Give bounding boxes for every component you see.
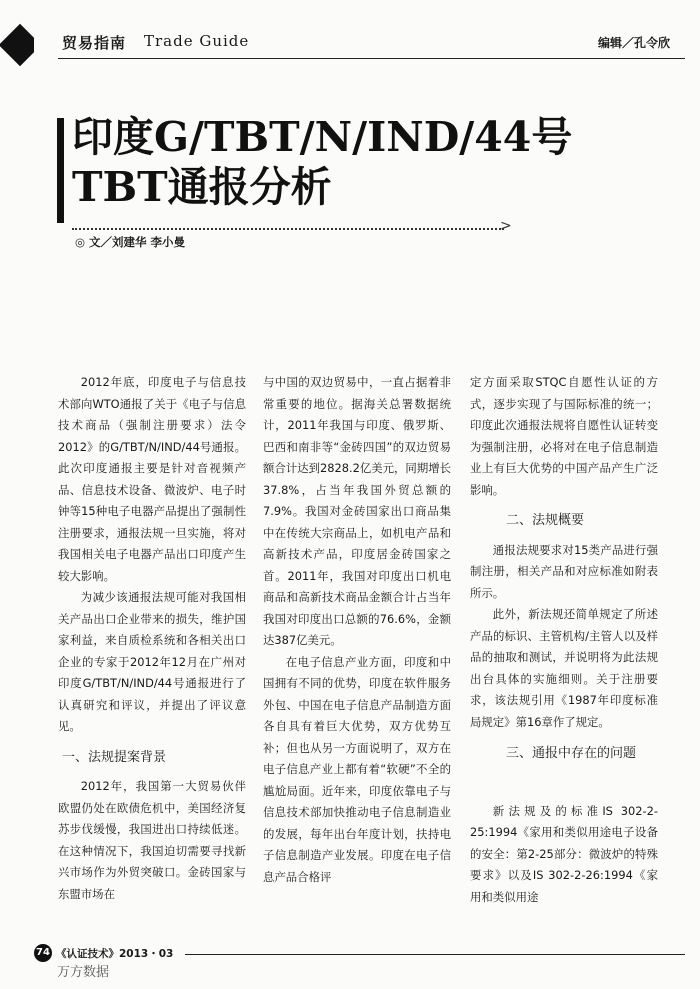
paragraph: 在电子信息产业方面，印度和中国拥有不同的优势，印度在软件服务外包、中国在电子信息产品制造方面各自具有着巨大优势，双方优势互补；但也从另一方面说明了，双方在电子信息产业上都有着“软硬”不全的尴尬局面。近年来，印度依靠电子与信息技术部加快推动电子信息制造业的发展，每年出台年度计划，扶持电子信息制造产业发展。印度在电子信息产品合格评 bbox=[263, 654, 451, 884]
paragraph: 此外，新法规还简单规定了所述产品的标识、主管机构/主管人以及样品的抽取和测试，并说明将为此法规出台具体的实施细则。关于注册要求，该法规引用《1987年印度标准局规定》第16章作了规定。 bbox=[470, 607, 658, 729]
author-byline: ◎ 文／刘建华 李小曼 bbox=[75, 235, 186, 249]
footer-rule bbox=[185, 954, 685, 955]
section-title-cn: 贸易指南 bbox=[62, 34, 127, 52]
header-rule bbox=[58, 58, 685, 59]
column-2 bbox=[263, 372, 451, 888]
section-title-en: Trade Guide bbox=[144, 32, 250, 50]
paragraph: 新法规及的标准IS 302-2-25:1994《家用和类似用途电子设备的安全：第2-25部分：微波炉的特殊要求》以及IS 302-2-26:1994《家用和类似用途 bbox=[470, 803, 658, 904]
journal-issue: 《认证技术》2013・03 bbox=[56, 948, 174, 960]
paragraph: 2012年，我国第一大贸易伙伴欧盟仍处在欧债危机中，美国经济复苏步伐缓慢，我国进出口持续低迷。在这种情况下，我国迫切需要寻找新兴市场作为外贸突破口。金砖国家与东盟市场在 bbox=[58, 779, 246, 901]
arrow-right-icon: > bbox=[500, 218, 512, 234]
column-1 bbox=[58, 372, 246, 905]
section-heading-1: 一、法规提案背景 bbox=[62, 749, 167, 765]
page-footer bbox=[0, 944, 700, 984]
title-line-2: TBT通报分析 bbox=[72, 163, 332, 211]
paragraph: 2012年底，印度电子与信息技术部向WTO通报了关于《电子与信息技术商品（强制注册要求）法令2012》的G/TBT/N/IND/44号通报。此次印度通报主要是针对音视频产品、信息技术设备、微波炉、电子时钟等15种电子电器产品提出了强制性注册要求，通报法规一旦实施，将对我国相关电子电器产品出口印度产生较大影响。 bbox=[58, 375, 246, 583]
paragraph: 与中国的双边贸易中，一直占据着非常重要的地位。据海关总署数据统计，2011年我国与印度、俄罗斯、巴西和南非等“金砖四国”的双边贸易额合计达到2828.2亿美元，同期增长37.8%，占当年我国外贸总额的7.9%。我国对金砖国家出口商品集中在传统大宗商品上，如机电产品和高新技术产品，印度居金砖国家之首。2011年，我国对印度出口机电商品和高新技术商品金额合计占当年我国对印度出口总额的76.6%，金额达387亿美元。 bbox=[263, 375, 451, 647]
title-dotted-rule bbox=[72, 228, 504, 230]
paragraph: 定方面采取STQC自愿性认证的方式，逐步实现了与国际标准的统一；印度此次通报法规将自愿性认证转变为强制注册，必将对在电子信息制造业上有巨大优势的中国产品产生广泛影响。 bbox=[470, 375, 658, 497]
column-3 bbox=[470, 372, 658, 908]
page-number: 74 bbox=[34, 944, 52, 962]
title-accent-bar bbox=[57, 118, 64, 223]
editor-credit: 编辑／孔令欣 bbox=[597, 36, 670, 50]
section-heading-2: 二、法规概要 bbox=[506, 513, 585, 528]
watermark-text: 万方数据 bbox=[57, 965, 110, 980]
section-heading-3: 三、通报中存在的问题 bbox=[506, 746, 637, 761]
paragraph: 通报法规要求对15类产品进行强制注册，相关产品和对应标准如附表所示。 bbox=[470, 542, 658, 600]
article-title bbox=[72, 112, 572, 212]
title-line-1: 印度G/TBT/N/IND/44号 bbox=[72, 113, 573, 161]
diamond-notch bbox=[34, 35, 44, 57]
page-header bbox=[0, 28, 700, 68]
paragraph: 为减少该通报法规可能对我国相关产品出口企业带来的损失，维护国家利益，来自质检系统和各相关出口企业的专家于2012年12月在广州对印度G/TBT/N/IND/44号通报进行了认真研究和评议，并提出了评议意见。 bbox=[58, 590, 246, 733]
